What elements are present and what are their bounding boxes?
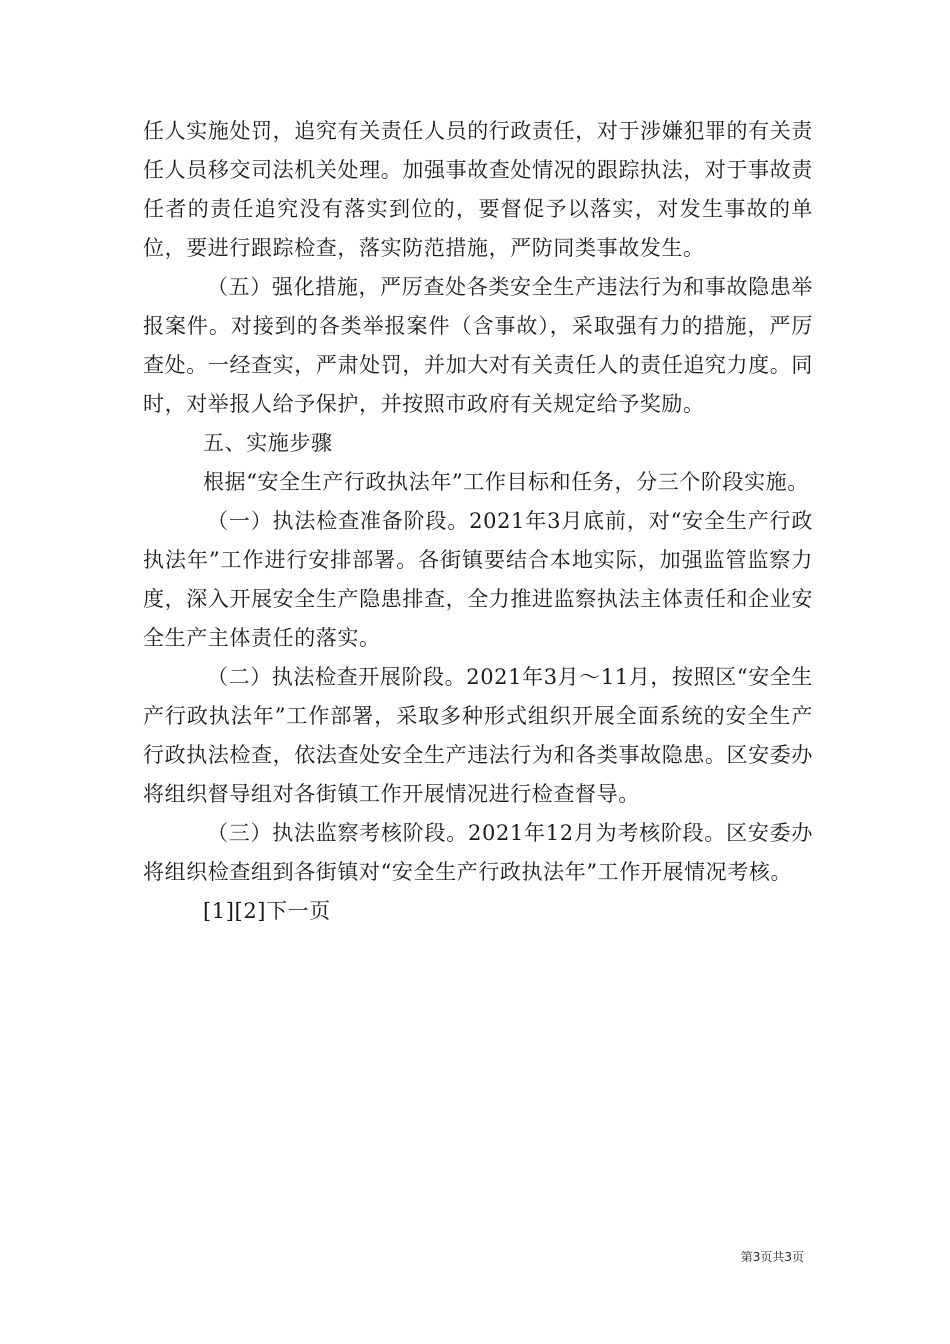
paragraph-stage-2: （二）执法检查开展阶段。2021年3月～11月，按照区“安全生产行政执法年”工作部署，采取多种形式组织开展全面系统的安全生产行政执法检查，依法查处安全生产违法行为和各类事故隐患。区安委办将组织督导组对各街镇工作开展情况进行检查督导。	[143, 665, 813, 806]
page-number: 第3页共3页	[740, 1250, 804, 1264]
paragraph-stage-3: （三）执法监察考核阶段。2021年12月为考核阶段。区安委办将组织检查组到各街镇对“安全生产行政执法年”工作开展情况考核。	[143, 821, 813, 884]
heading-implementation-steps: 五、实施步骤	[203, 431, 333, 455]
paragraph-section-5: （五）强化措施，严厉查处各类安全生产违法行为和事故隐患举报案件。对接到的各类举报案件（含事故），采取强有力的措施，严厉查处。一经查实，严肃处罚，并加大对有关责任人的责任追究力度。同时，对举报人给予保护，并按照市政府有关规定给予奖励。	[143, 275, 813, 416]
pagination-links[interactable]: [1][2]下一页	[203, 899, 331, 923]
paragraph-continuation: 任人实施处罚，追究有关责任人员的行政责任，对于涉嫌犯罪的有关责任人员移交司法机关处理。加强事故查处情况的跟踪执法，对于事故责任者的责任追究没有落实到位的，要督促予以落实，对发生事故的单位，要进行跟踪检查，落实防范措施，严防同类事故发生。	[143, 119, 813, 260]
document-body	[143, 112, 813, 931]
paragraph-stage-1: （一）执法检查准备阶段。2021年3月底前，对“安全生产行政执法年”工作进行安排部署。各街镇要结合本地实际，加强监管监察力度，深入开展安全生产隐患排查，全力推进监察执法主体责任和企业安全生产主体责任的落实。	[143, 509, 813, 650]
paragraph-three-stages: 根据“安全生产行政执法年”工作目标和任务，分三个阶段实施。	[203, 470, 809, 494]
